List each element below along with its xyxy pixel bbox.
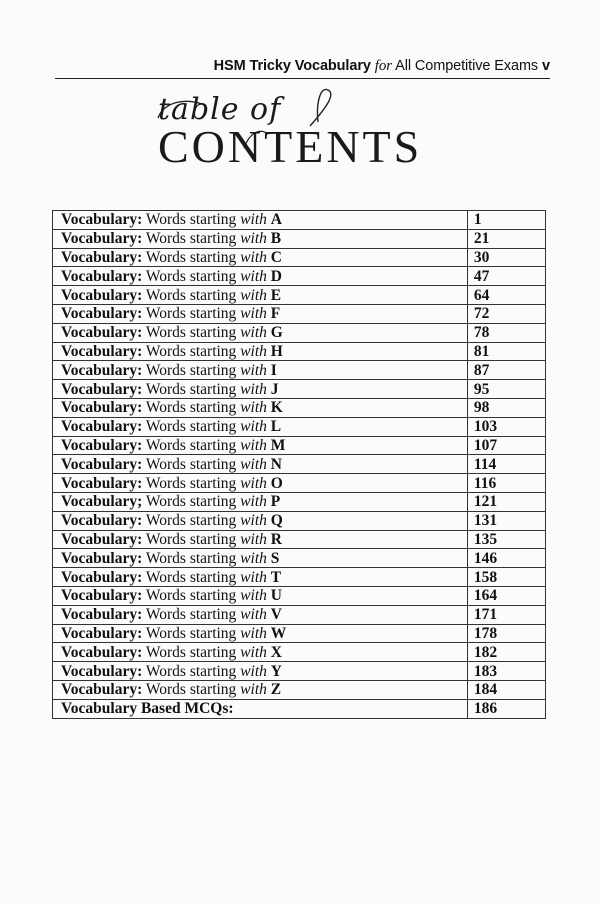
toc-entry-prefix: Words starting bbox=[145, 399, 237, 417]
toc-entry-with: with bbox=[240, 587, 267, 605]
toc-entry-prefix: Words starting bbox=[145, 493, 237, 511]
toc-entry-label: Vocabulary: bbox=[61, 380, 143, 398]
toc-entry-with: with bbox=[240, 286, 267, 304]
toc-row bbox=[53, 605, 546, 624]
toc-entry-page: 182 bbox=[467, 643, 545, 662]
toc-row bbox=[53, 248, 546, 267]
toc-entry-title bbox=[53, 436, 468, 455]
toc-entry-letter: H bbox=[270, 342, 283, 360]
toc-entry-with: with bbox=[240, 361, 267, 379]
toc-entry-letter: D bbox=[270, 267, 282, 285]
toc-entry-with: with bbox=[240, 399, 267, 417]
toc-entry-page: 103 bbox=[467, 417, 545, 436]
toc-entry-letter: X bbox=[270, 643, 282, 661]
toc-row bbox=[53, 492, 546, 511]
toc-entry-page: 1 bbox=[467, 211, 545, 230]
toc-entry-label: Vocabulary: bbox=[61, 643, 143, 661]
toc-row bbox=[53, 511, 546, 530]
toc-entry-letter: W bbox=[270, 624, 287, 642]
toc-entry-title bbox=[53, 417, 468, 436]
toc-entry-title bbox=[53, 492, 468, 511]
toc-entry-label: Vocabulary: bbox=[61, 211, 143, 229]
toc-row bbox=[53, 530, 546, 549]
toc-entry-label: Vocabulary: bbox=[61, 418, 143, 436]
toc-entry-label: Vocabulary: bbox=[61, 267, 143, 285]
toc-entry-with: with bbox=[240, 211, 267, 229]
toc-entry-label: Vocabulary: bbox=[61, 606, 143, 624]
toc-entry-page: 146 bbox=[467, 549, 545, 568]
toc-entry-title bbox=[53, 643, 468, 662]
toc-heading-script: table of bbox=[158, 92, 282, 127]
toc-entry-letter: Z bbox=[270, 681, 282, 699]
toc-entry-with: with bbox=[240, 230, 267, 248]
toc-entry-letter: M bbox=[270, 436, 286, 454]
toc-entry-prefix: Words starting bbox=[145, 267, 237, 285]
toc-entry-title bbox=[53, 680, 468, 699]
toc-entry-label: Vocabulary; bbox=[61, 493, 143, 511]
toc-entry-with: with bbox=[240, 568, 267, 586]
toc-entry-letter: E bbox=[270, 286, 282, 304]
toc-row bbox=[53, 455, 546, 474]
toc-entry-prefix: Words starting bbox=[145, 474, 237, 492]
toc-entry-title bbox=[53, 248, 468, 267]
toc-entry-with: with bbox=[240, 681, 267, 699]
toc-entry-letter: I bbox=[270, 361, 277, 379]
toc-entry-label: Vocabulary: bbox=[61, 324, 143, 342]
toc-entry-with: with bbox=[240, 474, 267, 492]
toc-entry-prefix: Words starting bbox=[145, 380, 237, 398]
toc-entry-label: Vocabulary: bbox=[61, 474, 143, 492]
toc-entry-page: 158 bbox=[467, 568, 545, 587]
toc-entry-title bbox=[53, 549, 468, 568]
toc-table bbox=[52, 210, 546, 719]
toc-entry-prefix: Words starting bbox=[145, 248, 237, 266]
toc-row bbox=[53, 474, 546, 493]
toc-entry-page: 171 bbox=[467, 605, 545, 624]
toc-entry-page: 164 bbox=[467, 586, 545, 605]
toc-entry-with: with bbox=[240, 512, 267, 530]
toc-row bbox=[53, 586, 546, 605]
toc-entry-label: Vocabulary: bbox=[61, 530, 143, 548]
toc-entry-label: Vocabulary: bbox=[61, 305, 143, 323]
toc-entry-letter: U bbox=[270, 587, 282, 605]
toc-entry-prefix: Words starting bbox=[145, 568, 237, 586]
toc-entry-letter: P bbox=[270, 493, 281, 511]
toc-entry-prefix: Words starting bbox=[145, 606, 237, 624]
toc-entry-page: 121 bbox=[467, 492, 545, 511]
toc-entry-letter: C bbox=[270, 248, 282, 266]
toc-entry-page: 47 bbox=[467, 267, 545, 286]
toc-entry-page: 30 bbox=[467, 248, 545, 267]
toc-entry-letter: O bbox=[270, 474, 283, 492]
toc-entry-prefix: Words starting bbox=[145, 512, 237, 530]
toc-entry-prefix: Words starting bbox=[145, 361, 237, 379]
toc-entry-letter: T bbox=[270, 568, 282, 586]
toc-entry-with: with bbox=[240, 643, 267, 661]
toc-row bbox=[53, 568, 546, 587]
toc-entry-letter: K bbox=[270, 399, 283, 417]
toc-entry-title bbox=[53, 586, 468, 605]
toc-entry-label: Vocabulary: bbox=[61, 286, 143, 304]
toc-entry-title bbox=[53, 605, 468, 624]
toc-entry-title bbox=[53, 304, 468, 323]
toc-row bbox=[53, 267, 546, 286]
toc-entry-with: with bbox=[240, 530, 267, 548]
toc-entry-page: 183 bbox=[467, 662, 545, 681]
toc-entry-title bbox=[53, 455, 468, 474]
toc-entry-letter: V bbox=[270, 606, 282, 624]
toc-row bbox=[53, 323, 546, 342]
toc-row bbox=[53, 380, 546, 399]
toc-table-body bbox=[53, 211, 546, 719]
toc-entry-label: Vocabulary: bbox=[61, 568, 143, 586]
toc-entry-with: with bbox=[240, 549, 267, 567]
toc-entry-page: 72 bbox=[467, 304, 545, 323]
header-book-title: HSM Tricky Vocabulary bbox=[213, 58, 371, 74]
header-rule bbox=[55, 78, 550, 79]
toc-entry-title bbox=[53, 361, 468, 380]
toc-entry-page: 87 bbox=[467, 361, 545, 380]
toc-entry-letter: B bbox=[270, 230, 282, 248]
toc-entry-prefix: Words starting bbox=[145, 681, 237, 699]
toc-entry-page: 21 bbox=[467, 229, 545, 248]
toc-entry-letter: Q bbox=[270, 512, 283, 530]
toc-entry-mcqs-label: Vocabulary Based MCQs: bbox=[61, 700, 234, 718]
toc-entry-prefix: Words starting bbox=[145, 643, 237, 661]
toc-row bbox=[53, 662, 546, 681]
toc-entry-prefix: Words starting bbox=[145, 662, 237, 680]
toc-entry-with: with bbox=[240, 267, 267, 285]
toc-entry-title bbox=[53, 530, 468, 549]
toc-entry-prefix: Words starting bbox=[145, 305, 237, 323]
toc-entry-title bbox=[53, 211, 468, 230]
toc-entry-title bbox=[53, 398, 468, 417]
toc-row bbox=[53, 304, 546, 323]
toc-entry-mcqs-title bbox=[53, 699, 468, 718]
toc-entry-letter: F bbox=[270, 305, 281, 323]
toc-entry-title bbox=[53, 511, 468, 530]
toc-row bbox=[53, 398, 546, 417]
toc-row bbox=[53, 624, 546, 643]
toc-entry-prefix: Words starting bbox=[145, 436, 237, 454]
toc-entry-label: Vocabulary: bbox=[61, 624, 143, 642]
toc-row bbox=[53, 211, 546, 230]
toc-entry-page: 107 bbox=[467, 436, 545, 455]
toc-entry-prefix: Words starting bbox=[145, 624, 237, 642]
toc-entry-label: Vocabulary: bbox=[61, 248, 143, 266]
toc-entry-label: Vocabulary: bbox=[61, 230, 143, 248]
toc-entry-title bbox=[53, 662, 468, 681]
toc-entry-prefix: Words starting bbox=[145, 286, 237, 304]
toc-row bbox=[53, 643, 546, 662]
toc-entry-with: with bbox=[240, 455, 267, 473]
toc-entry-with: with bbox=[240, 436, 267, 454]
toc-entry-page: 64 bbox=[467, 286, 545, 305]
toc-entry-letter: A bbox=[270, 211, 282, 229]
toc-entry-with: with bbox=[240, 248, 267, 266]
toc-entry-title bbox=[53, 474, 468, 493]
toc-entry-title bbox=[53, 342, 468, 361]
toc-entry-with: with bbox=[240, 324, 267, 342]
toc-entry-label: Vocabulary: bbox=[61, 361, 143, 379]
toc-entry-title bbox=[53, 229, 468, 248]
toc-entry-page: 184 bbox=[467, 680, 545, 699]
toc-entry-page: 131 bbox=[467, 511, 545, 530]
toc-row bbox=[53, 417, 546, 436]
toc-entry-with: with bbox=[240, 493, 267, 511]
toc-entry-prefix: Words starting bbox=[145, 587, 237, 605]
toc-entry-prefix: Words starting bbox=[145, 230, 237, 248]
toc-entry-title bbox=[53, 380, 468, 399]
toc-entry-with: with bbox=[240, 305, 267, 323]
toc-entry-page: 178 bbox=[467, 624, 545, 643]
toc-entry-label: Vocabulary: bbox=[61, 436, 143, 454]
toc-entry-label: Vocabulary: bbox=[61, 399, 143, 417]
toc-row bbox=[53, 549, 546, 568]
toc-entry-letter: S bbox=[270, 549, 280, 567]
toc-entry-title bbox=[53, 286, 468, 305]
toc-row bbox=[53, 286, 546, 305]
toc-entry-label: Vocabulary: bbox=[61, 587, 143, 605]
running-header bbox=[214, 58, 550, 75]
header-page-number: v bbox=[542, 58, 550, 74]
toc-entry-prefix: Words starting bbox=[145, 455, 237, 473]
toc-entry-page: 95 bbox=[467, 380, 545, 399]
toc-entry-prefix: Words starting bbox=[145, 342, 237, 360]
toc-entry-label: Vocabulary: bbox=[61, 455, 143, 473]
toc-entry-page: 135 bbox=[467, 530, 545, 549]
toc-row bbox=[53, 342, 546, 361]
toc-entry-label: Vocabulary: bbox=[61, 512, 143, 530]
toc-entry-label: Vocabulary: bbox=[61, 549, 143, 567]
header-subtitle: All Competitive Exams bbox=[395, 58, 539, 74]
toc-entry-letter: L bbox=[270, 418, 282, 436]
toc-row bbox=[53, 229, 546, 248]
toc-row-mcqs bbox=[53, 699, 546, 718]
toc-entry-letter: Y bbox=[270, 662, 282, 680]
toc-entry-page: 81 bbox=[467, 342, 545, 361]
toc-entry-prefix: Words starting bbox=[145, 324, 237, 342]
toc-row bbox=[53, 680, 546, 699]
toc-row bbox=[53, 436, 546, 455]
toc-entry-title bbox=[53, 267, 468, 286]
toc-entry-prefix: Words starting bbox=[145, 418, 237, 436]
toc-entry-letter: R bbox=[270, 530, 282, 548]
toc-entry-with: with bbox=[240, 624, 267, 642]
toc-entry-label: Vocabulary: bbox=[61, 662, 143, 680]
toc-entry-with: with bbox=[240, 342, 267, 360]
toc-entry-title bbox=[53, 568, 468, 587]
toc-entry-prefix: Words starting bbox=[145, 211, 237, 229]
toc-entry-title bbox=[53, 323, 468, 342]
toc-entry-letter: N bbox=[270, 455, 282, 473]
toc-entry-page: 114 bbox=[467, 455, 545, 474]
toc-entry-letter: G bbox=[270, 324, 283, 342]
toc-entry-prefix: Words starting bbox=[145, 530, 237, 548]
toc-entry-with: with bbox=[240, 380, 267, 398]
toc-entry-title bbox=[53, 624, 468, 643]
toc-entry-with: with bbox=[240, 662, 267, 680]
toc-entry-with: with bbox=[240, 606, 267, 624]
toc-heading bbox=[150, 88, 470, 178]
toc-entry-mcqs-page: 186 bbox=[467, 699, 545, 718]
toc-entry-with: with bbox=[240, 418, 267, 436]
toc-entry-letter: J bbox=[270, 380, 279, 398]
toc-row bbox=[53, 361, 546, 380]
toc-entry-label: Vocabulary: bbox=[61, 681, 143, 699]
toc-entry-prefix: Words starting bbox=[145, 549, 237, 567]
toc-entry-page: 116 bbox=[467, 474, 545, 493]
toc-entry-label: Vocabulary: bbox=[61, 342, 143, 360]
header-for-word: for bbox=[374, 58, 392, 74]
toc-entry-page: 78 bbox=[467, 323, 545, 342]
toc-heading-caps: CONTENTS bbox=[158, 121, 423, 172]
toc-entry-page: 98 bbox=[467, 398, 545, 417]
